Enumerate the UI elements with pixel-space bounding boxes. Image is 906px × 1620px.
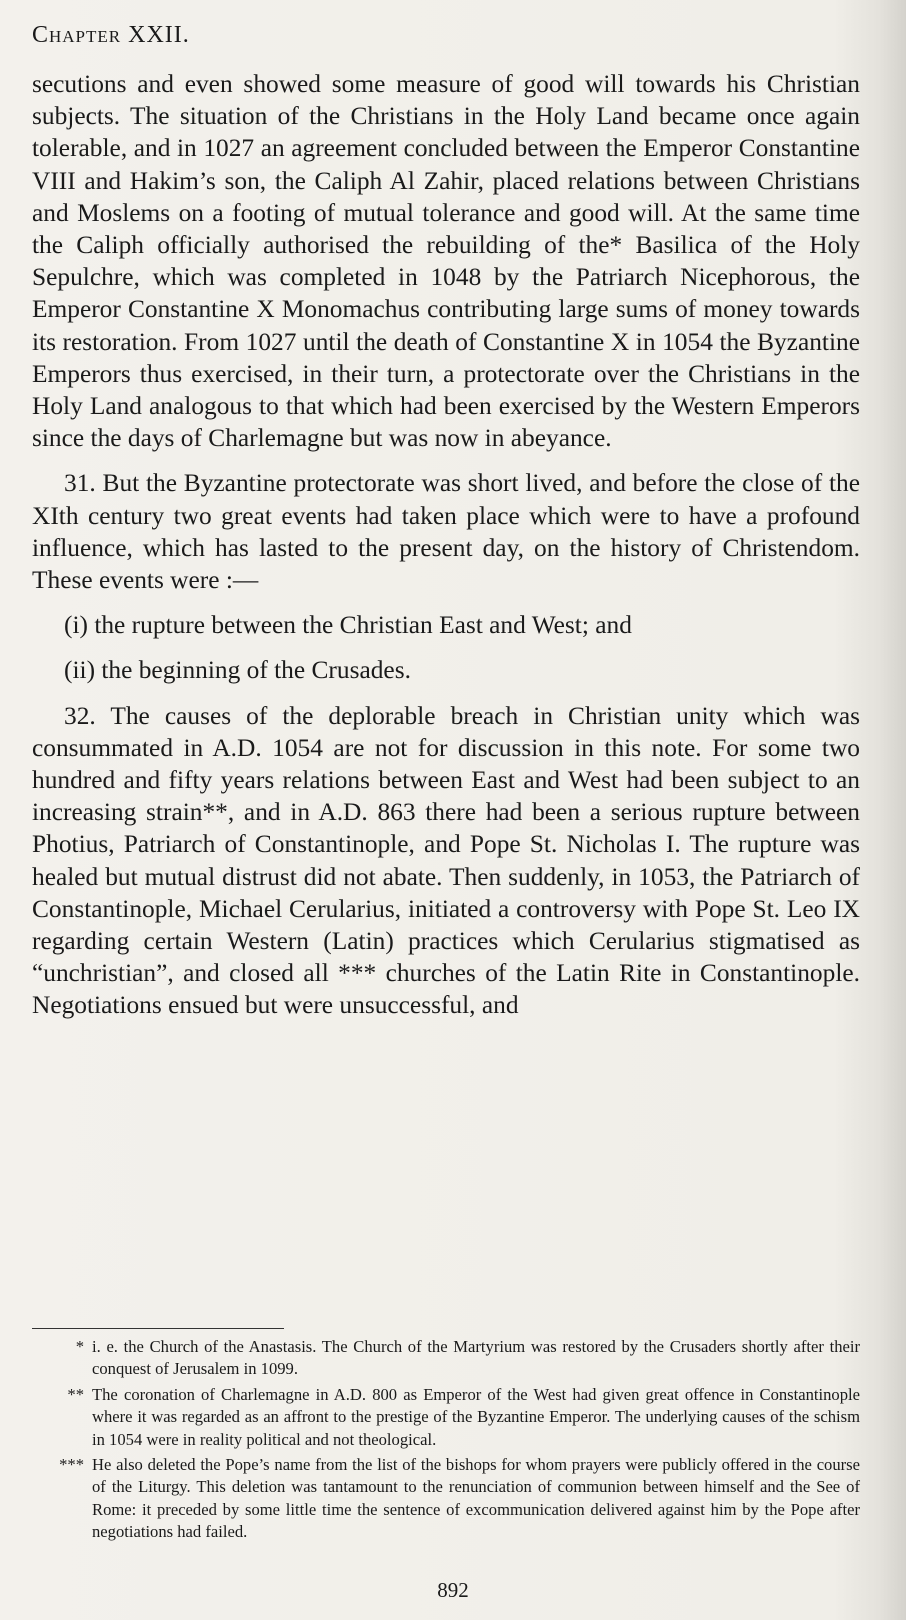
paragraph-32: 32. The causes of the deplorable breach in Christian unity which was consummated in A.D. 1054 are not for discussion in this note. For some two hundred and fifty years relations between East and West had been subject to an increasing strain**, and in A.D. 863 there had been a serious rupture between Photius, Patriarch of Constantinople, and Pope St. Nicholas I. The rupture was healed but mutual distrust did not abate. Then suddenly, in 1053, the Patriarch of Constantinople, Michael Cerularius, initiated a controversy with Pope St. Leo IX regarding certain Western (Latin) practices which Cerularius stigmatised as “unchristian”, and closed all *** churches of the Latin Rite in Constantinople. Negotiations ensued but were unsuccessful, and — [32, 701, 860, 1020]
footnote-text: He also deleted the Pope’s name from the list of the bishops for whom prayers were publicly offered in the course of the Liturgy. This deletion was tantamount to the renunciation of communion between himself and the See of Rome: it preceded by some little time the sentence of excommunication delivered against him by the Pope after negotiations had failed. — [92, 1455, 860, 1542]
list-item-ii: (ii) the beginning of the Crusades. — [64, 656, 411, 685]
body-text — [32, 68, 860, 1022]
footnote-2 — [32, 1384, 860, 1451]
footnote-text: The coronation of Charlemagne in A.D. 800 as Emperor of the West had given great offence in Constantinople where it was regarded as an affront to the prestige of the Byzantine Emperor. The underlying causes of the schism in 1054 were in reality political and not theological. — [92, 1384, 860, 1449]
footnote-mark: ** — [67, 1384, 84, 1404]
footnote-1 — [32, 1336, 860, 1381]
footnote-mark: * — [75, 1337, 84, 1356]
footnote-text: i. e. the Church of the Anastasis. The Church of the Martyrium was restored by the Crusaders shortly after their conquest of Jerusalem in 1099. — [92, 1337, 860, 1379]
footnote-3 — [32, 1454, 860, 1544]
footnote-mark: *** — [59, 1455, 84, 1475]
footnotes — [32, 1336, 860, 1547]
paragraph-31: 31. But the Byzantine protectorate was short lived, and before the close of the XIth century two great events had taken place which were to have a profound influence, which has lasted to the present day, on the history of Christendom. These events were :— — [32, 469, 860, 595]
page-number: 892 — [437, 1578, 469, 1602]
footnote-rule — [32, 1328, 284, 1329]
chapter-heading: Chapter XXII. — [32, 22, 190, 48]
list-item-i: (i) the rupture between the Christian East and West; and — [64, 611, 632, 640]
paragraph-continuation: secutions and even showed some measure of good will towards his Christian subjects. The situation of the Christians in the Holy Land became once again tolerable, and in 1027 an agreement concluded between the Emperor Constantine VIII and Hakim’s son, the Caliph Al Zahir, placed relations between Christians and Moslems on a footing of mutual tolerance and good will. At the same time the Caliph officially authorised the rebuilding of the* Basilica of the Holy Sepulchre, which was completed in 1048 by the Patriarch Nicephorous, the Emperor Constantine X Monomachus contributing large sums of money towards its restoration. From 1027 until the death of Constantine X in 1054 the Byzantine Emperors thus exercised, in their turn, a protectorate over the Christians in the Holy Land analogous to that which had been exercised by the Western Emperors since the days of Charlemagne but was now in abeyance. — [32, 70, 860, 453]
